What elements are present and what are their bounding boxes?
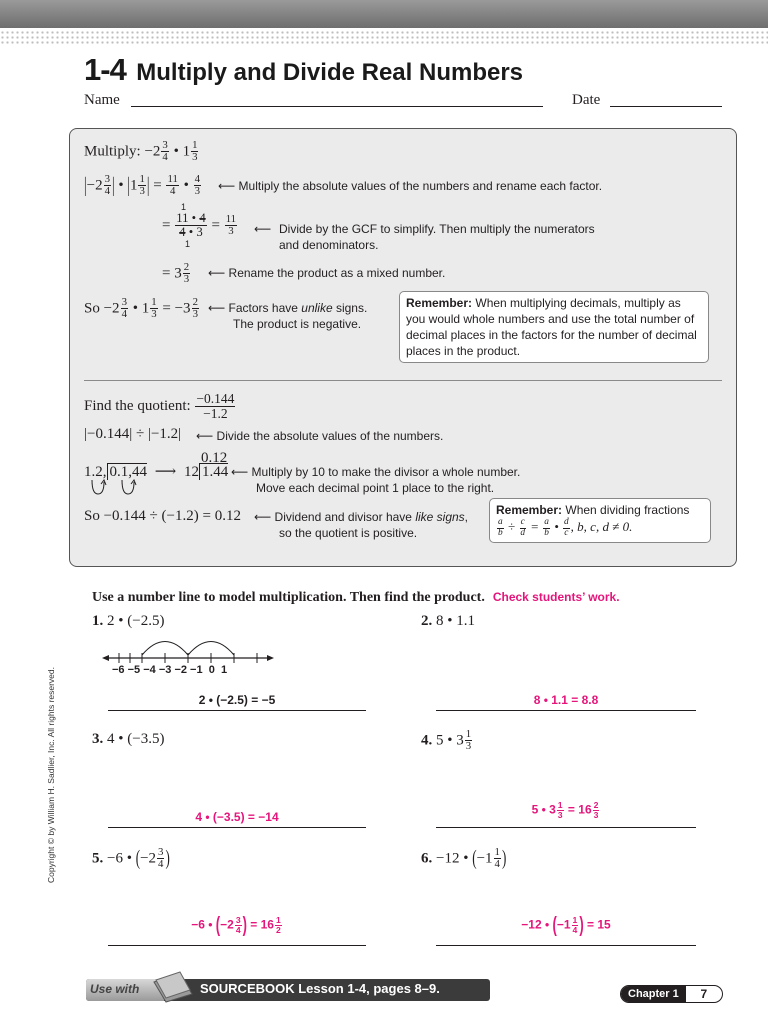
problem-3-answer: 4 • (−3.5) = −14 bbox=[195, 810, 279, 824]
example-divider bbox=[84, 380, 722, 381]
ex2-final-expr: So −0.144 ÷ (−1.2) = 0.12 bbox=[84, 508, 241, 524]
problem-5-answer: −6 • (−2 $\frac{3}{4}$ ) = 16 $\frac{1}{2}$ bbox=[191, 912, 281, 937]
ex2-step1-expr: |−0.144| ÷ |−1.2| bbox=[84, 426, 182, 442]
problem-1-answer: 2 • (−2.5) = −5 bbox=[198, 693, 276, 707]
ex2-decimal-move-arrows bbox=[88, 478, 144, 498]
ex1-step3-note: ⟵ Rename the product as a mixed number. bbox=[208, 266, 446, 280]
footer-use-with: Use with bbox=[90, 982, 140, 996]
problem-6: 6. −12 • (−1 $\frac{1}{4}$ ) bbox=[421, 845, 507, 871]
ex1-step1-note: ⟵ Multiply the absolute values of the numbers and rename each factor. bbox=[218, 179, 603, 193]
problem-3: 3. 4 • (−3.5) bbox=[92, 731, 165, 747]
problem-2-answer: 8 • 1.1 = 8.8 bbox=[533, 693, 599, 707]
lesson-number: 1-4 bbox=[84, 52, 126, 87]
problem-5-answer-line[interactable] bbox=[108, 945, 366, 946]
problem-2-answer-line[interactable] bbox=[436, 710, 696, 711]
footer-sourcebook: SOURCEBOOK Lesson 1-4, pages 8–9. bbox=[200, 981, 440, 996]
page-title bbox=[84, 52, 523, 88]
problem-6-answer-line[interactable] bbox=[436, 945, 696, 946]
header-dotted-strip bbox=[0, 30, 768, 44]
problem-4: 4. 5 • 3 $\frac{1}{3}$ bbox=[421, 728, 472, 753]
ex2-step1-note: ⟵ Divide the absolute values of the numbers. bbox=[196, 429, 444, 443]
page-number: 7 bbox=[700, 987, 708, 1001]
problem-4-answer: 5 • 3 $\frac{1}{3}$ = 16 $\frac{2}{3}$ bbox=[531, 800, 599, 821]
ex2-quotient: 0.12 bbox=[201, 450, 228, 466]
header-band bbox=[0, 0, 768, 28]
ex1-step2-note: ⟵ Divide by the GCF to simplify. Then multiply the numerators and denominators. bbox=[254, 222, 595, 252]
ex2-remember-box: Remember: When dividing fractions $\frac{a}{b}$ ÷ $\frac{c}{d}$ = $\frac{a}{b}$ • $\frac{d}{c}$ , b, c, d ≠ 0. bbox=[489, 498, 711, 543]
number-line-labels: −6 −5 −4 −3 −2 −1 0 1 bbox=[112, 664, 228, 676]
ex1-cancel-marks: 1 bbox=[181, 202, 187, 212]
date-field-line[interactable] bbox=[610, 106, 722, 107]
date-label: Date bbox=[572, 92, 601, 108]
problem-4-answer-line[interactable] bbox=[436, 827, 696, 828]
ex2-long-division: 1.2, 0.1,44 ⟶ 12 1.44 bbox=[84, 464, 229, 480]
ex2-final-note: ⟵ Dividend and divisor have like signs, so the quotient is positive. bbox=[254, 510, 469, 540]
chapter-label: Chapter 1 bbox=[621, 986, 686, 1002]
ex1-final-note: ⟵ Factors have unlike signs. The product is negative. bbox=[208, 301, 368, 331]
ex2-step2-note: ⟵ Multiply by 10 to make the divisor a whole number. Move each decimal point 1 place to the right. bbox=[231, 465, 521, 495]
ex1-remember-box: Remember: When multiplying decimals, multiply as you would whole numbers and use the total number of decimal places in the factors for the number of decimal places in the product. bbox=[399, 291, 709, 363]
problem-1: 1. 2 • (−2.5) bbox=[92, 613, 165, 629]
book-icon bbox=[150, 968, 196, 1004]
lesson-title: Multiply and Divide Real Numbers bbox=[136, 59, 524, 86]
ex1-step2-expr: = $\frac{11 • 4}{4 • 3}$ = $\frac{11}{3}$ bbox=[162, 211, 237, 240]
name-field-line[interactable] bbox=[131, 106, 543, 107]
problem-1-answer-line[interactable] bbox=[108, 710, 366, 711]
copyright-notice: Copyright © by William H. Sadlier, Inc. All rights reserved. bbox=[46, 666, 56, 883]
ex1-final-expr: So −2 $\frac{3}{4}$ • 1 $\frac{1}{3}$ = −3 $\frac{2}{3}$ bbox=[84, 296, 198, 321]
ex2-intro: Find the quotient: $\frac{-0.144}{-1.2}$ bbox=[84, 391, 235, 422]
problem-6-answer: −12 • (−1 $\frac{1}{4}$ ) = 15 bbox=[521, 912, 611, 937]
instructions: Use a number line to model multiplication. Then find the product. Check students’ work. bbox=[92, 590, 620, 605]
ex1-step3-expr: = 3 $\frac{2}{3}$ bbox=[162, 261, 190, 286]
name-label: Name bbox=[84, 92, 120, 108]
chapter-page-tab bbox=[620, 985, 723, 1003]
ex1-intro: Multiply: −2 $\frac{3}{4}$ • 1 $\frac{1}{3}$ bbox=[84, 139, 198, 164]
problem-2: 2. 8 • 1.1 bbox=[421, 613, 476, 629]
problem-3-answer-line[interactable] bbox=[108, 827, 366, 828]
ex1-step1-expr: |−2 $\frac{3}{4}$ | • |1 $\frac{1}{3}$ | = $\frac{11}{4}$ • $\frac{4}{3}$ bbox=[84, 172, 201, 198]
ex1-cancel-marks-2: 1 bbox=[185, 239, 191, 249]
problem-5: 5. −6 • (−2 $\frac{3}{4}$ ) bbox=[92, 845, 170, 871]
